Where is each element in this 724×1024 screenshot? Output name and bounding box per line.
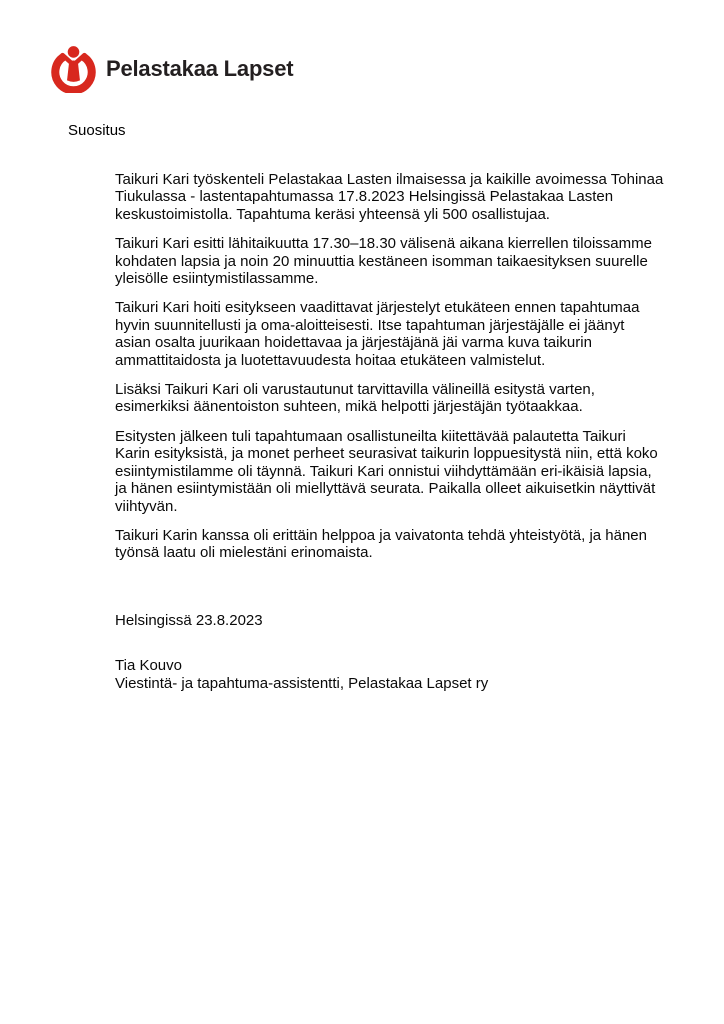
paragraph-cooperation: Taikuri Karin kanssa oli erittäin helppoa ja vaivatonta tehdä yhteistyötä, ja hänen työnsä laatu oli mielestäni erinomaista. — [115, 526, 647, 562]
signature-name: Tia Kouvo — [115, 657, 182, 675]
save-the-children-logo-icon — [50, 45, 97, 93]
signature-block — [115, 657, 664, 692]
paragraph-preparations: Taikuri Kari hoiti esitykseen vaadittavat järjestelyt etukäteen ennen tapahtumaa hyvin suunnitellusti ja oma-aloitteisesti. Itse tapahtuman järjestäjälle ei jäänyt asian osalta juurikaan hoidettavaa ja järjestäjänä jäi varma kuva taikurin ammattitaidosta ja luotettavuudesta hoitaa etukäteen valmistelut. — [115, 299, 640, 369]
paragraph-performance-times: Taikuri Kari esitti lähitaikuutta 17.30–18.30 välisenä aikana kierrellen tiloissamme kohdaten lapsia ja noin 20 minuuttia kestäneen isomman taikaesityksen suurelle yleisölle esiintymistilassamme. — [115, 235, 652, 288]
document-body — [115, 171, 664, 692]
document-title: Suositus — [68, 122, 126, 139]
paragraph-feedback: Esitysten jälkeen tuli tapahtumaan osallistuneilta kiitettävää palautetta Taikuri Karin esityksistä, ja monet perheet seurasivat taikurin loppuesitystä niin, että koko esiintymistilamme oli täynnä. Taikuri Kari onnistui viihdyttämään eri-ikäisiä lapsia, ja hänen esiintymistään oli miellyttävä seurata. Paikalla olleet aikuisetkin näyttivät viihtyvän. — [115, 427, 658, 515]
paragraph-equipment: Lisäksi Taikuri Kari oli varustautunut tarvittavilla välineillä esitystä varten, esimerkiksi äänentoiston suhteen, mikä helpotti järjestäjän työtaakkaa. — [115, 381, 595, 416]
date-line: Helsingissä 23.8.2023 — [115, 611, 263, 629]
letterhead — [50, 45, 293, 93]
brand-name: Pelastakaa Lapset — [106, 56, 294, 81]
paragraph-event-intro: Taikuri Kari työskenteli Pelastakaa Lasten ilmaisessa ja kaikille avoimessa Tohinaa Tiukulassa - lastentapahtumassa 17.8.2023 Helsingissä Pelastakaa Lasten keskustoimistolla. Tapahtuma keräsi yhteensä yli 500 osallistujaa. — [115, 171, 664, 223]
signature-title: Viestintä- ja tapahtuma-assistentti, Pelastakaa Lapset ry — [115, 674, 489, 692]
